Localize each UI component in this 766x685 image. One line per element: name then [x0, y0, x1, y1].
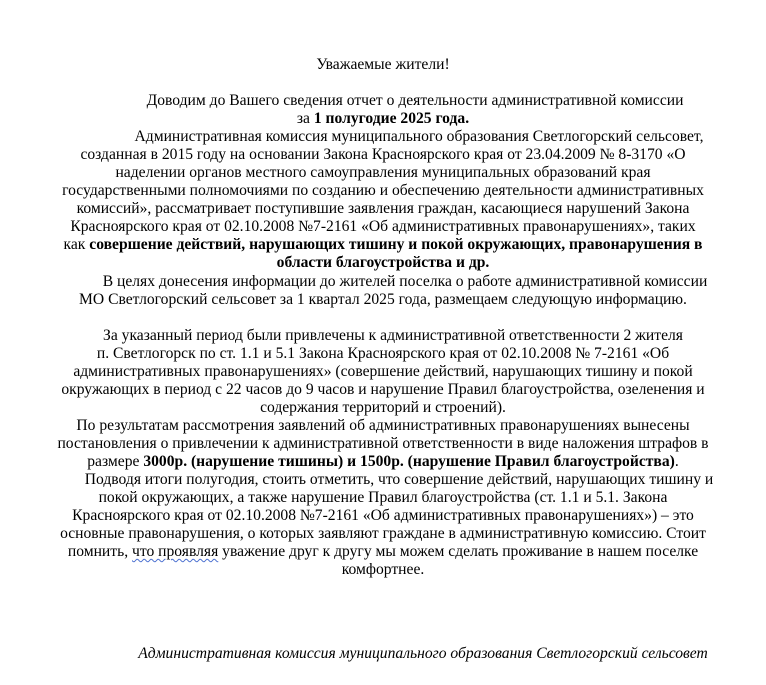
violations-bold-text: совершение действий, нарушающих тишину и покой окружающих, правонарушения в [89, 236, 703, 253]
commission-line-6: Красноярского края от 02.10.2008 №7-2161 «Об административных правонарушениях», таких [70, 218, 696, 235]
commission-line-4: государственными полномочиями по созданию и обеспечению деятельности административных [62, 182, 704, 199]
summary-line-5: помнить, что проявляя уважение друг к другу мы можем сделать проживание в нашем поселке [67, 543, 699, 560]
summary-line-1: Подводя итоги полугодия, стоить отметить, что совершение действий, нарушающих тишину и [84, 471, 714, 488]
commission-line-5: комиссий», рассматривает поступившие заявления граждан, касающиеся нарушений Закона [76, 200, 690, 217]
commission-line-2: созданная в 2015 году на основании Закона Красноярского края от 23.04.2009 № 8-3170 «О [80, 146, 686, 163]
period-line-3: административных правонарушениях» (совершение действий, нарушающих тишину и покой [73, 363, 693, 380]
commission-line-1: Административная комиссия муниципального образования Светлогорский сельсовет, [134, 128, 704, 145]
intro-line-2: за 1 полугодие 2025 года. [296, 110, 470, 127]
results-line-3: размере 3000р. (нарушение тишины) и 1500р. (нарушение Правил благоустройства). [87, 453, 679, 470]
period-line-1: За указанный период были привлечены к административной ответственности 2 жителя [103, 327, 683, 344]
intro-line-1: Доводим до Вашего сведения отчет о деятельности административной комиссии [146, 92, 684, 109]
info-line-1: В целях донесения информации до жителей поселка о работе административной комиссии [102, 273, 708, 290]
info-line-2: МО Светлогорский сельсовет за 1 квартал 2025 года, размещаем следующую информацию. [79, 291, 687, 308]
period-line-2: п. Светлогорск по ст. 1.1 и 5.1 Закона Красноярского края от 02.10.2008 № 7-2161 «Об [96, 345, 670, 362]
summary-line-3: Красноярского края от 02.10.2008 №7-2161 «Об административных правонарушениях») – это [72, 507, 694, 524]
summary-line-6: комфортнее. [341, 561, 425, 578]
results-line-2: постановления о привлечении к административной ответственности в виде наложения штрафов в [57, 435, 709, 452]
signature: Административная комиссия муниципального образования Светлогорский сельсовет [138, 645, 708, 662]
report-period: 1 полугодие 2025 года. [313, 110, 470, 127]
period-line-5: содержания территорий и строений). [260, 399, 506, 416]
spellcheck-underline[interactable]: что проявляя [132, 543, 219, 560]
greeting: Уважаемые жители! [316, 56, 450, 73]
commission-line-3: наделении органов местного самоуправления муниципальных образований края [115, 164, 651, 181]
summary-line-2: покой окружающих, а также нарушение Правил благоустройства (ст. 1.1 и 5.1. Закона [98, 489, 668, 506]
commission-line-7: как совершение действий, нарушающих тишину и покой окружающих, правонарушения в [63, 236, 703, 253]
period-line-4: окружающих в период с 22 часов до 9 часов и нарушение Правил благоустройства, озеленения и [61, 381, 705, 398]
commission-line-8: области благоустройства и др. [276, 254, 490, 271]
results-line-1: По результатам рассмотрения заявлений об административных правонарушениях вынесены [76, 417, 690, 434]
fines-bold-text: 3000р. (нарушение тишины) и 1500р. (нарушение Правил благоустройства) [143, 453, 675, 470]
summary-line-4: основные правонарушения, о которых заявляют граждане в административную комиссию. Стоит [60, 525, 706, 542]
